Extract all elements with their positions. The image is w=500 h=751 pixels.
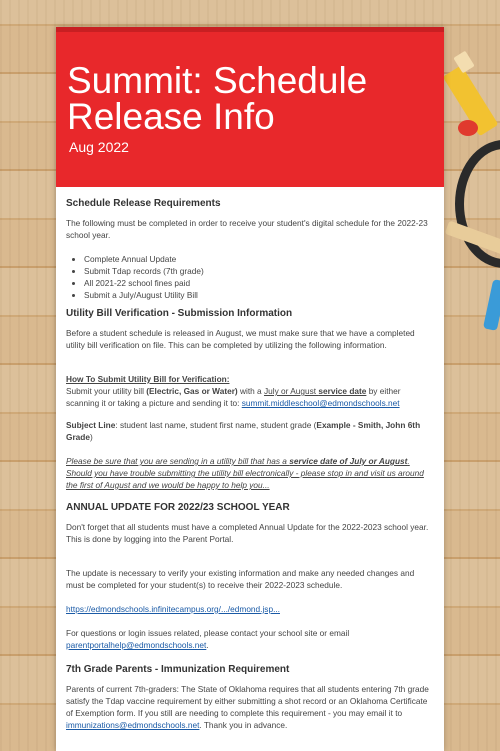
help-text-end: .: [206, 640, 209, 650]
note-text: . Should you have trouble submitting the utility bill electronically - please stop in and visit us around the first of August and we would be happy to help you...: [66, 456, 424, 490]
subject-text: : student last name, student first name, student grade (: [115, 420, 317, 430]
help-paragraph: [66, 627, 434, 651]
blue-pencil-decoration: [483, 279, 500, 331]
newsletter-title: Summit: Schedule Release Info: [67, 60, 368, 137]
pencil-cup-decoration: [455, 140, 500, 268]
how-to-heading: How To Submit Utility Bill for Verification:: [66, 374, 230, 384]
requirements-list: [66, 253, 434, 301]
submit-text: by either scanning it or taking a picture and sending it to:: [66, 386, 401, 408]
immunization-end: . Thank you in advance.: [199, 720, 288, 730]
list-item: • Complete Annual Update: [84, 253, 434, 265]
annual-update-text: Don't forget that all students must have a completed Annual Update for the 2022-2023 school year. This is done by logging into the Parent Portal.: [66, 522, 429, 544]
help-text: For questions or login issues related, please contact your school site or email: [66, 628, 350, 638]
subject-label: Subject Line: [66, 420, 116, 430]
subject-end: ): [89, 432, 93, 442]
newsletter-card: [56, 27, 444, 751]
utility-heading: Utility Bill Verification - Submission Information: [66, 308, 293, 319]
portal-link-paragraph: [66, 603, 434, 615]
note-service-date: service date of July or August: [289, 456, 408, 466]
list-item: • Submit Tdap records (7th grade): [84, 265, 434, 277]
submit-text: with a: [237, 386, 264, 396]
wood-pencil-decoration: [445, 220, 500, 257]
immunization-email-link[interactable]: immunizations@edmondschools.net: [66, 720, 200, 730]
utility-submit-instructions: [66, 373, 434, 409]
subject-line-instructions: [66, 419, 434, 443]
note-text: Please be sure that you are sending in a utility bill that has a: [66, 456, 290, 466]
newsletter-date: Aug 2022: [69, 139, 129, 155]
requirements-heading: Schedule Release Requirements: [66, 198, 221, 209]
utility-intro: Before a student schedule is released in August, we must make sure that we have a completed utility bill verification on file. This can be completed by utilizing the following information.: [66, 328, 415, 350]
red-pencil-decoration: [458, 120, 478, 136]
annual-update-heading: ANNUAL UPDATE FOR 2022/23 SCHOOL YEAR: [66, 502, 290, 513]
immunization-text: [66, 683, 434, 731]
submit-month: July or August: [263, 386, 319, 396]
list-item: • All 2021-22 school fines paid: [84, 277, 434, 289]
newsletter-header: [56, 27, 444, 187]
yellow-pencil-decoration: [443, 65, 499, 136]
submit-service-date: service date: [318, 386, 367, 396]
submit-bill-types: (Electric, Gas or Water): [146, 386, 238, 396]
utility-note: [66, 455, 434, 491]
annual-update-text: The update is necessary to verify your existing information and make any needed changes and must be completed for your student(s) to receive their 2022-2023 schedule.: [66, 568, 415, 590]
list-item: • Submit a July/August Utility Bill: [84, 289, 434, 301]
immunization-heading: 7th Grade Parents - Immunization Requirement: [66, 664, 290, 675]
requirements-intro: The following must be completed in order to receive your student's digital schedule for the 2022-23 school year.: [66, 218, 428, 240]
submit-text: Submit your utility bill: [66, 386, 147, 396]
newsletter-content: [56, 187, 444, 731]
school-email-link[interactable]: summit.middleschool@edmondschools.net: [241, 398, 400, 408]
help-email-link[interactable]: parentportalhelp@edmondschools.net: [66, 640, 207, 650]
subject-example: Example - Smith, John 6th Grade: [66, 420, 421, 442]
pencil-tip-decoration: [453, 51, 474, 74]
immunization-body: Parents of current 7th-graders: The State of Oklahoma requires that all students entering 7th grade satisfy the Tdap vaccine requirement by either submitting a shot record or an Oklahoma Certificate of Exemption form. If you still are needing to complete this requirement - you may email it to: [66, 684, 429, 718]
parent-portal-link[interactable]: https://edmondschools.infinitecampus.org/.../edmond.jsp...: [66, 604, 280, 614]
